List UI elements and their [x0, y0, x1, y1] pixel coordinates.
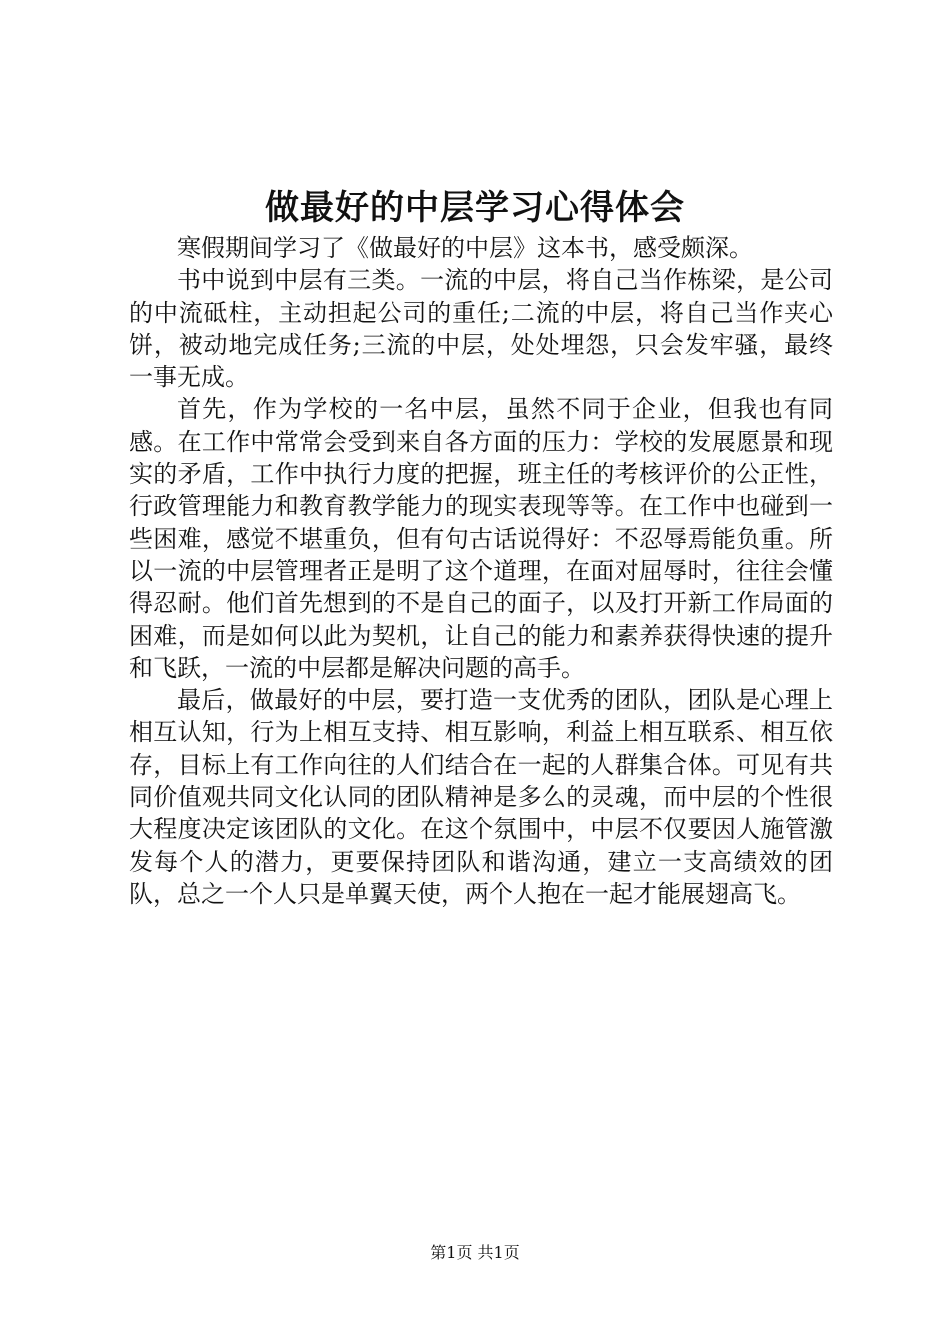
document-title: 做最好的中层学习心得体会 — [265, 188, 685, 228]
paragraph-last: 最后，做最好的中层，要打造一支优秀的团队，团队是心理上相互认知，行为上相互支持、相互影响，利益上相互联系、相互依存，目标上有工作向往的人们结合在一起的人群集合体。可见有共同价值观共同文化认同的团队精神是多么的灵魂，而中层的个性很大程度决定该团队的文化。在这个氛围中，中层不仅要因人施管激发每个人的潜力，更要保持团队和谐沟通，建立一支高绩效的团队，总之一个人只是单翼天使，两个人抱在一起才能展翅高飞。 — [129, 686, 833, 908]
document-body — [129, 232, 833, 910]
page-footer: 第1页 共1页 — [430, 1243, 520, 1262]
paragraph-intro: 寒假期间学习了《做最好的中层》这本书，感受颇深。 — [177, 234, 753, 262]
paragraph-first: 首先，作为学校的一名中层，虽然不同于企业，但我也有同感。在工作中常常会受到来自各方面的压力：学校的发展愿景和现实的矛盾，工作中执行力度的把握，班主任的考核评价的公正性，行政管理能力和教育教学能力的现实表现等等。在工作中也碰到一些困难，感觉不堪重负，但有句古话说得好：不忍辱焉能负重。所以一流的中层管理者正是明了这个道理，在面对屈辱时，往往会懂得忍耐。他们首先想到的不是自己的面子，以及打开新工作局面的困难，而是如何以此为契机，让自己的能力和素养获得快速的提升和飞跃，一流的中层都是解决问题的高手。 — [129, 395, 833, 682]
paragraph-three-types: 书中说到中层有三类。一流的中层，将自己当作栋梁，是公司的中流砥柱，主动担起公司的重任;二流的中层，将自己当作夹心饼，被动地完成任务;三流的中层，处处埋怨，只会发牢骚，最终一事无成。 — [129, 266, 833, 392]
